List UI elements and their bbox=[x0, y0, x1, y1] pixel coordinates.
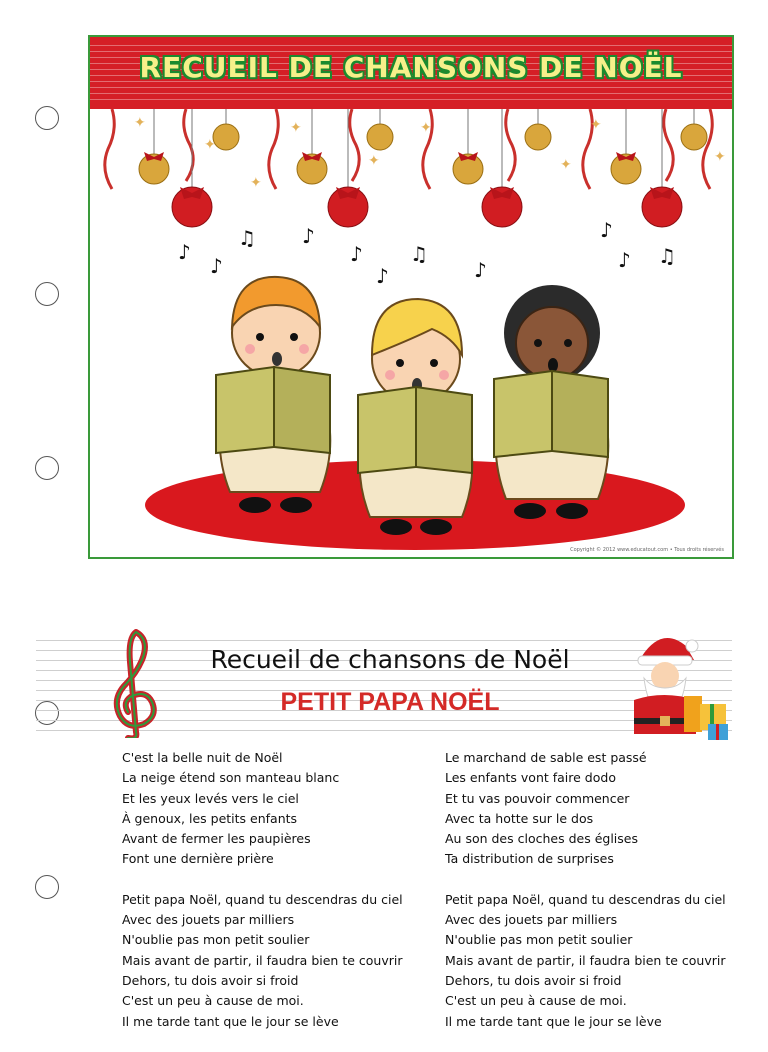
lyric-line: Le marchand de sable est passé bbox=[445, 750, 647, 765]
lyric-line: Petit papa Noël, quand tu descendras du ciel bbox=[445, 891, 726, 907]
lyrics-left-column bbox=[122, 748, 403, 1052]
svg-text:✦: ✦ bbox=[204, 137, 216, 153]
svg-text:♪: ♪ bbox=[350, 242, 363, 266]
svg-text:♪: ♪ bbox=[302, 224, 315, 248]
binder-hole-icon bbox=[35, 456, 59, 480]
cover-page bbox=[88, 35, 734, 559]
music-note-icon bbox=[178, 218, 676, 288]
svg-text:✦: ✦ bbox=[134, 115, 146, 131]
lyric-line: C'est un peu à cause de moi. bbox=[445, 993, 627, 1009]
lyric-line: Et tu vas pouvoir commencer bbox=[445, 790, 630, 806]
lyric-line: Avec des jouets par milliers bbox=[122, 912, 295, 928]
lyrics-right-column bbox=[445, 748, 726, 1052]
ornament-icon bbox=[105, 109, 726, 227]
song-heading: Recueil de chansons de Noël bbox=[210, 645, 570, 674]
lyric-line: Au son des cloches des églises bbox=[445, 831, 638, 847]
svg-text:✦: ✦ bbox=[590, 117, 602, 133]
binder-hole-icon bbox=[35, 282, 59, 306]
lyric-line: Petit papa Noël, quand tu descendras du ciel bbox=[122, 891, 403, 907]
lyrics-stanza bbox=[445, 890, 726, 1032]
lyric-line: Ta distribution de surprises bbox=[445, 851, 614, 867]
lyric-line: N'oublie pas mon petit soulier bbox=[122, 932, 310, 948]
santa-icon bbox=[620, 626, 736, 742]
lyric-line: Avant de fermer les paupières bbox=[122, 831, 311, 847]
svg-text:♫: ♫ bbox=[410, 242, 428, 266]
lyric-line: Il me tarde tant que le jour se lève bbox=[445, 1013, 662, 1029]
lyric-line: Dehors, tu dois avoir si froid bbox=[122, 972, 299, 988]
binder-hole-icon bbox=[35, 875, 59, 899]
lyrics-stanza bbox=[122, 890, 403, 1032]
lyric-line: Avec ta hotte sur le dos bbox=[445, 810, 594, 826]
copyright-notice: Copyright © 2012 www.educatout.com • Tous droits réservés bbox=[570, 547, 724, 553]
lyric-line: Il me tarde tant que le jour se lève bbox=[122, 1013, 339, 1029]
cover-title: RECUEIL DE CHANSONS DE NOËL bbox=[139, 51, 683, 84]
svg-text:✦: ✦ bbox=[560, 157, 572, 173]
svg-text:♫: ♫ bbox=[658, 244, 676, 268]
svg-text:✦: ✦ bbox=[250, 175, 262, 191]
binder-hole-icon bbox=[35, 701, 59, 725]
binder-hole-icon bbox=[35, 106, 59, 130]
svg-text:♫: ♫ bbox=[238, 226, 256, 250]
lyric-line: Dehors, tu dois avoir si froid bbox=[445, 972, 622, 988]
lyric-line: N'oublie pas mon petit soulier bbox=[445, 932, 633, 948]
lyric-line: Mais avant de partir, il faudra bien te couvrir bbox=[122, 952, 403, 968]
lyric-line: À genoux, les petits enfants bbox=[122, 810, 298, 826]
svg-text:♪: ♪ bbox=[618, 248, 631, 272]
song-title: PETIT PAPA NOËL bbox=[280, 688, 500, 716]
svg-text:✦: ✦ bbox=[368, 153, 380, 169]
choir-child-left bbox=[216, 277, 330, 513]
treble-clef-icon bbox=[108, 626, 158, 738]
svg-text:♪: ♪ bbox=[600, 218, 613, 242]
lyric-line: Avec des jouets par milliers bbox=[445, 912, 618, 928]
lyric-line: C'est la belle nuit de Noël bbox=[122, 750, 283, 765]
lyrics-stanza bbox=[445, 748, 726, 870]
svg-text:✦: ✦ bbox=[420, 120, 432, 136]
lyrics-stanza bbox=[122, 748, 403, 870]
svg-text:✦: ✦ bbox=[714, 149, 726, 165]
cover-illustration bbox=[90, 37, 734, 559]
lyric-line: Font une dernière prière bbox=[122, 851, 274, 867]
svg-text:♪: ♪ bbox=[210, 254, 223, 278]
lyric-line: C'est un peu à cause de moi. bbox=[122, 993, 304, 1009]
svg-text:♪: ♪ bbox=[474, 258, 487, 282]
lyric-line: Et les yeux levés vers le ciel bbox=[122, 790, 299, 806]
svg-text:✦: ✦ bbox=[290, 120, 302, 136]
lyric-line: Mais avant de partir, il faudra bien te couvrir bbox=[445, 952, 726, 968]
svg-text:♪: ♪ bbox=[376, 264, 389, 288]
lyric-line: Les enfants vont faire dodo bbox=[445, 770, 616, 786]
lyric-line: La neige étend son manteau blanc bbox=[122, 770, 340, 786]
choir-child-middle bbox=[358, 299, 472, 535]
svg-text:♪: ♪ bbox=[178, 240, 191, 264]
choir-child-right bbox=[494, 285, 608, 519]
